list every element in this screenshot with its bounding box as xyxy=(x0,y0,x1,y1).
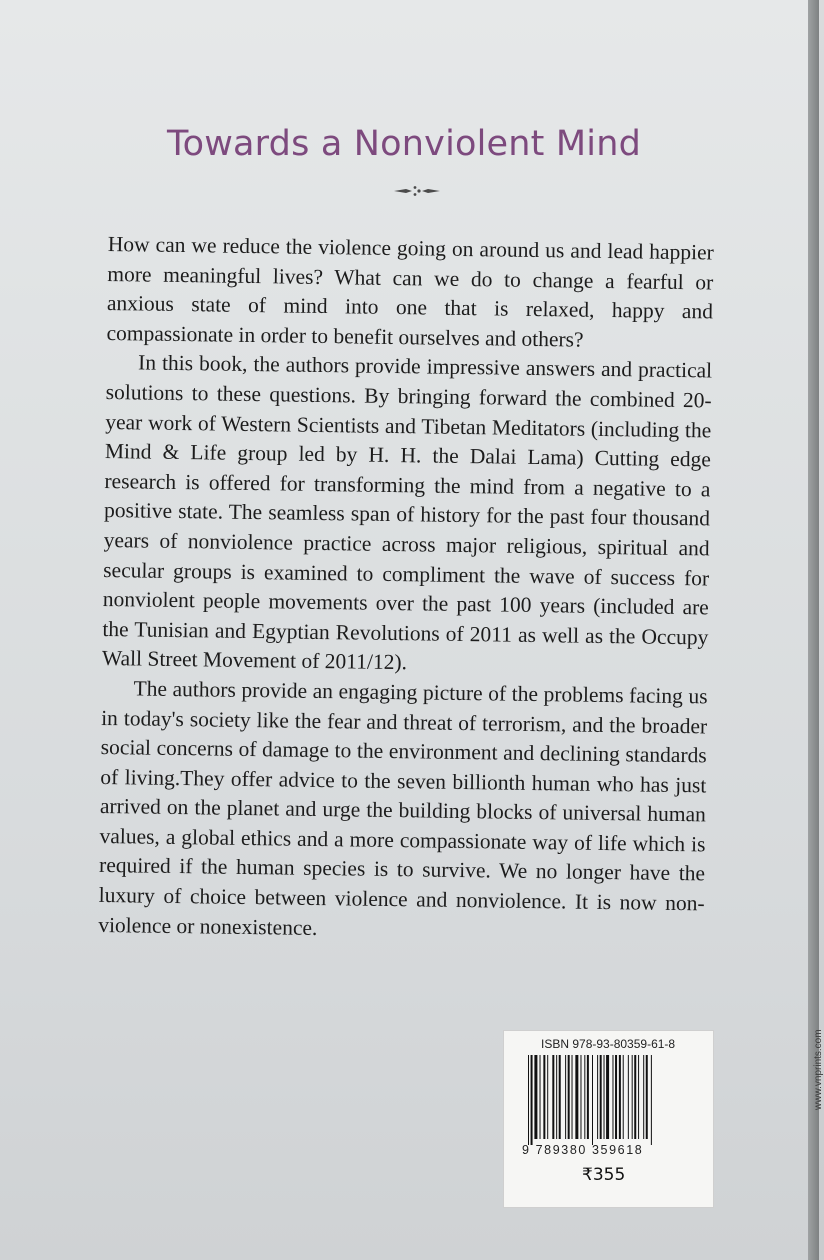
barcode-bar xyxy=(580,1055,581,1139)
barcode-bar xyxy=(606,1055,609,1139)
barcode-bar xyxy=(651,1055,652,1145)
barcode-bar xyxy=(543,1055,545,1139)
barcode-bar xyxy=(592,1055,593,1145)
barcode-bar xyxy=(628,1055,629,1139)
blurb-paragraph-3: The authors provide an engaging picture of the problems facing us in today's society like the fear and threat of terrorism, and the broader social concerns of damage to the environment and declining standards of living.They offer advice to the seven billionth human who has just arrived on the planet and urge the building blocks of universal human values, a global ethics and a more compassionate way of life which is required if the human species is to survive. We no longer have the luxury of choice between violence and nonviolence. It is now non-violence or nonexistence. xyxy=(98,676,708,940)
barcode-bar xyxy=(540,1055,541,1139)
barcode-bar xyxy=(638,1055,639,1139)
isbn-label: ISBN 978-93-80359-61-8 xyxy=(541,1037,676,1051)
barcode-bar xyxy=(612,1055,613,1139)
barcode-bar xyxy=(572,1055,573,1139)
barcode-bar xyxy=(632,1055,633,1139)
barcode-bar xyxy=(619,1055,621,1139)
barcode-bar xyxy=(623,1055,624,1139)
barcode-bar xyxy=(534,1055,537,1139)
blurb-paragraph-1: How can we reduce the violence going on around us and lead happier more meaningful lives? What can we do to change a fearful or anxious state of mind into one that is relaxed, happy and compassionate in order to benefit ourselves and others? xyxy=(106,231,714,352)
barcode-bar xyxy=(597,1055,598,1139)
ornament-divider-icon xyxy=(392,183,442,199)
barcode-sticker xyxy=(503,1030,714,1208)
barcode-bar xyxy=(528,1055,529,1145)
barcode-bar xyxy=(584,1055,585,1139)
barcode-bar xyxy=(559,1055,561,1139)
barcode-bar xyxy=(568,1055,570,1139)
blurb-text xyxy=(98,230,714,949)
publisher-website: www.vnprints.com xyxy=(813,1029,824,1110)
barcode-bar xyxy=(643,1055,644,1139)
price-label: ₹355 xyxy=(582,1165,626,1185)
barcode-image xyxy=(526,1055,696,1145)
barcode-bar xyxy=(604,1055,605,1139)
book-title: Towards a Nonviolent Mind xyxy=(166,124,642,164)
barcode-bar xyxy=(634,1055,636,1139)
barcode-bar xyxy=(552,1055,554,1139)
barcode-bar xyxy=(531,1055,533,1145)
ean-digits: 9 789380 359618 xyxy=(522,1143,644,1157)
barcode-bar xyxy=(615,1055,617,1139)
barcode-bar xyxy=(556,1055,557,1139)
barcode-bar xyxy=(547,1055,548,1139)
barcode-bar xyxy=(587,1055,589,1139)
blurb-paragraph-2: In this book, the authors provide impressive answers and practical solutions to these questions. By bringing forward the combined 20-year work of Western Scientists and Tibetan Meditators (including the Mind & Life group led by H. H. the Dalai Lama) Cutting edge research is offered for transforming the mind from a negative to a positive state. The seamless span of history for the past four thousand years of nonviolence practice across major religious, spiritual and secular groups is examined to compliment the wave of success for nonviolent people movements over the past 100 years (included are the Tunisian and Egyptian Revolutions of 2011 as well as the Occupy Wall Street Movement of 2011/12). xyxy=(101,350,713,675)
barcode-bar xyxy=(575,1055,578,1139)
barcode-bar xyxy=(565,1055,566,1139)
barcode-bar xyxy=(600,1055,602,1139)
barcode-bar xyxy=(646,1055,648,1139)
